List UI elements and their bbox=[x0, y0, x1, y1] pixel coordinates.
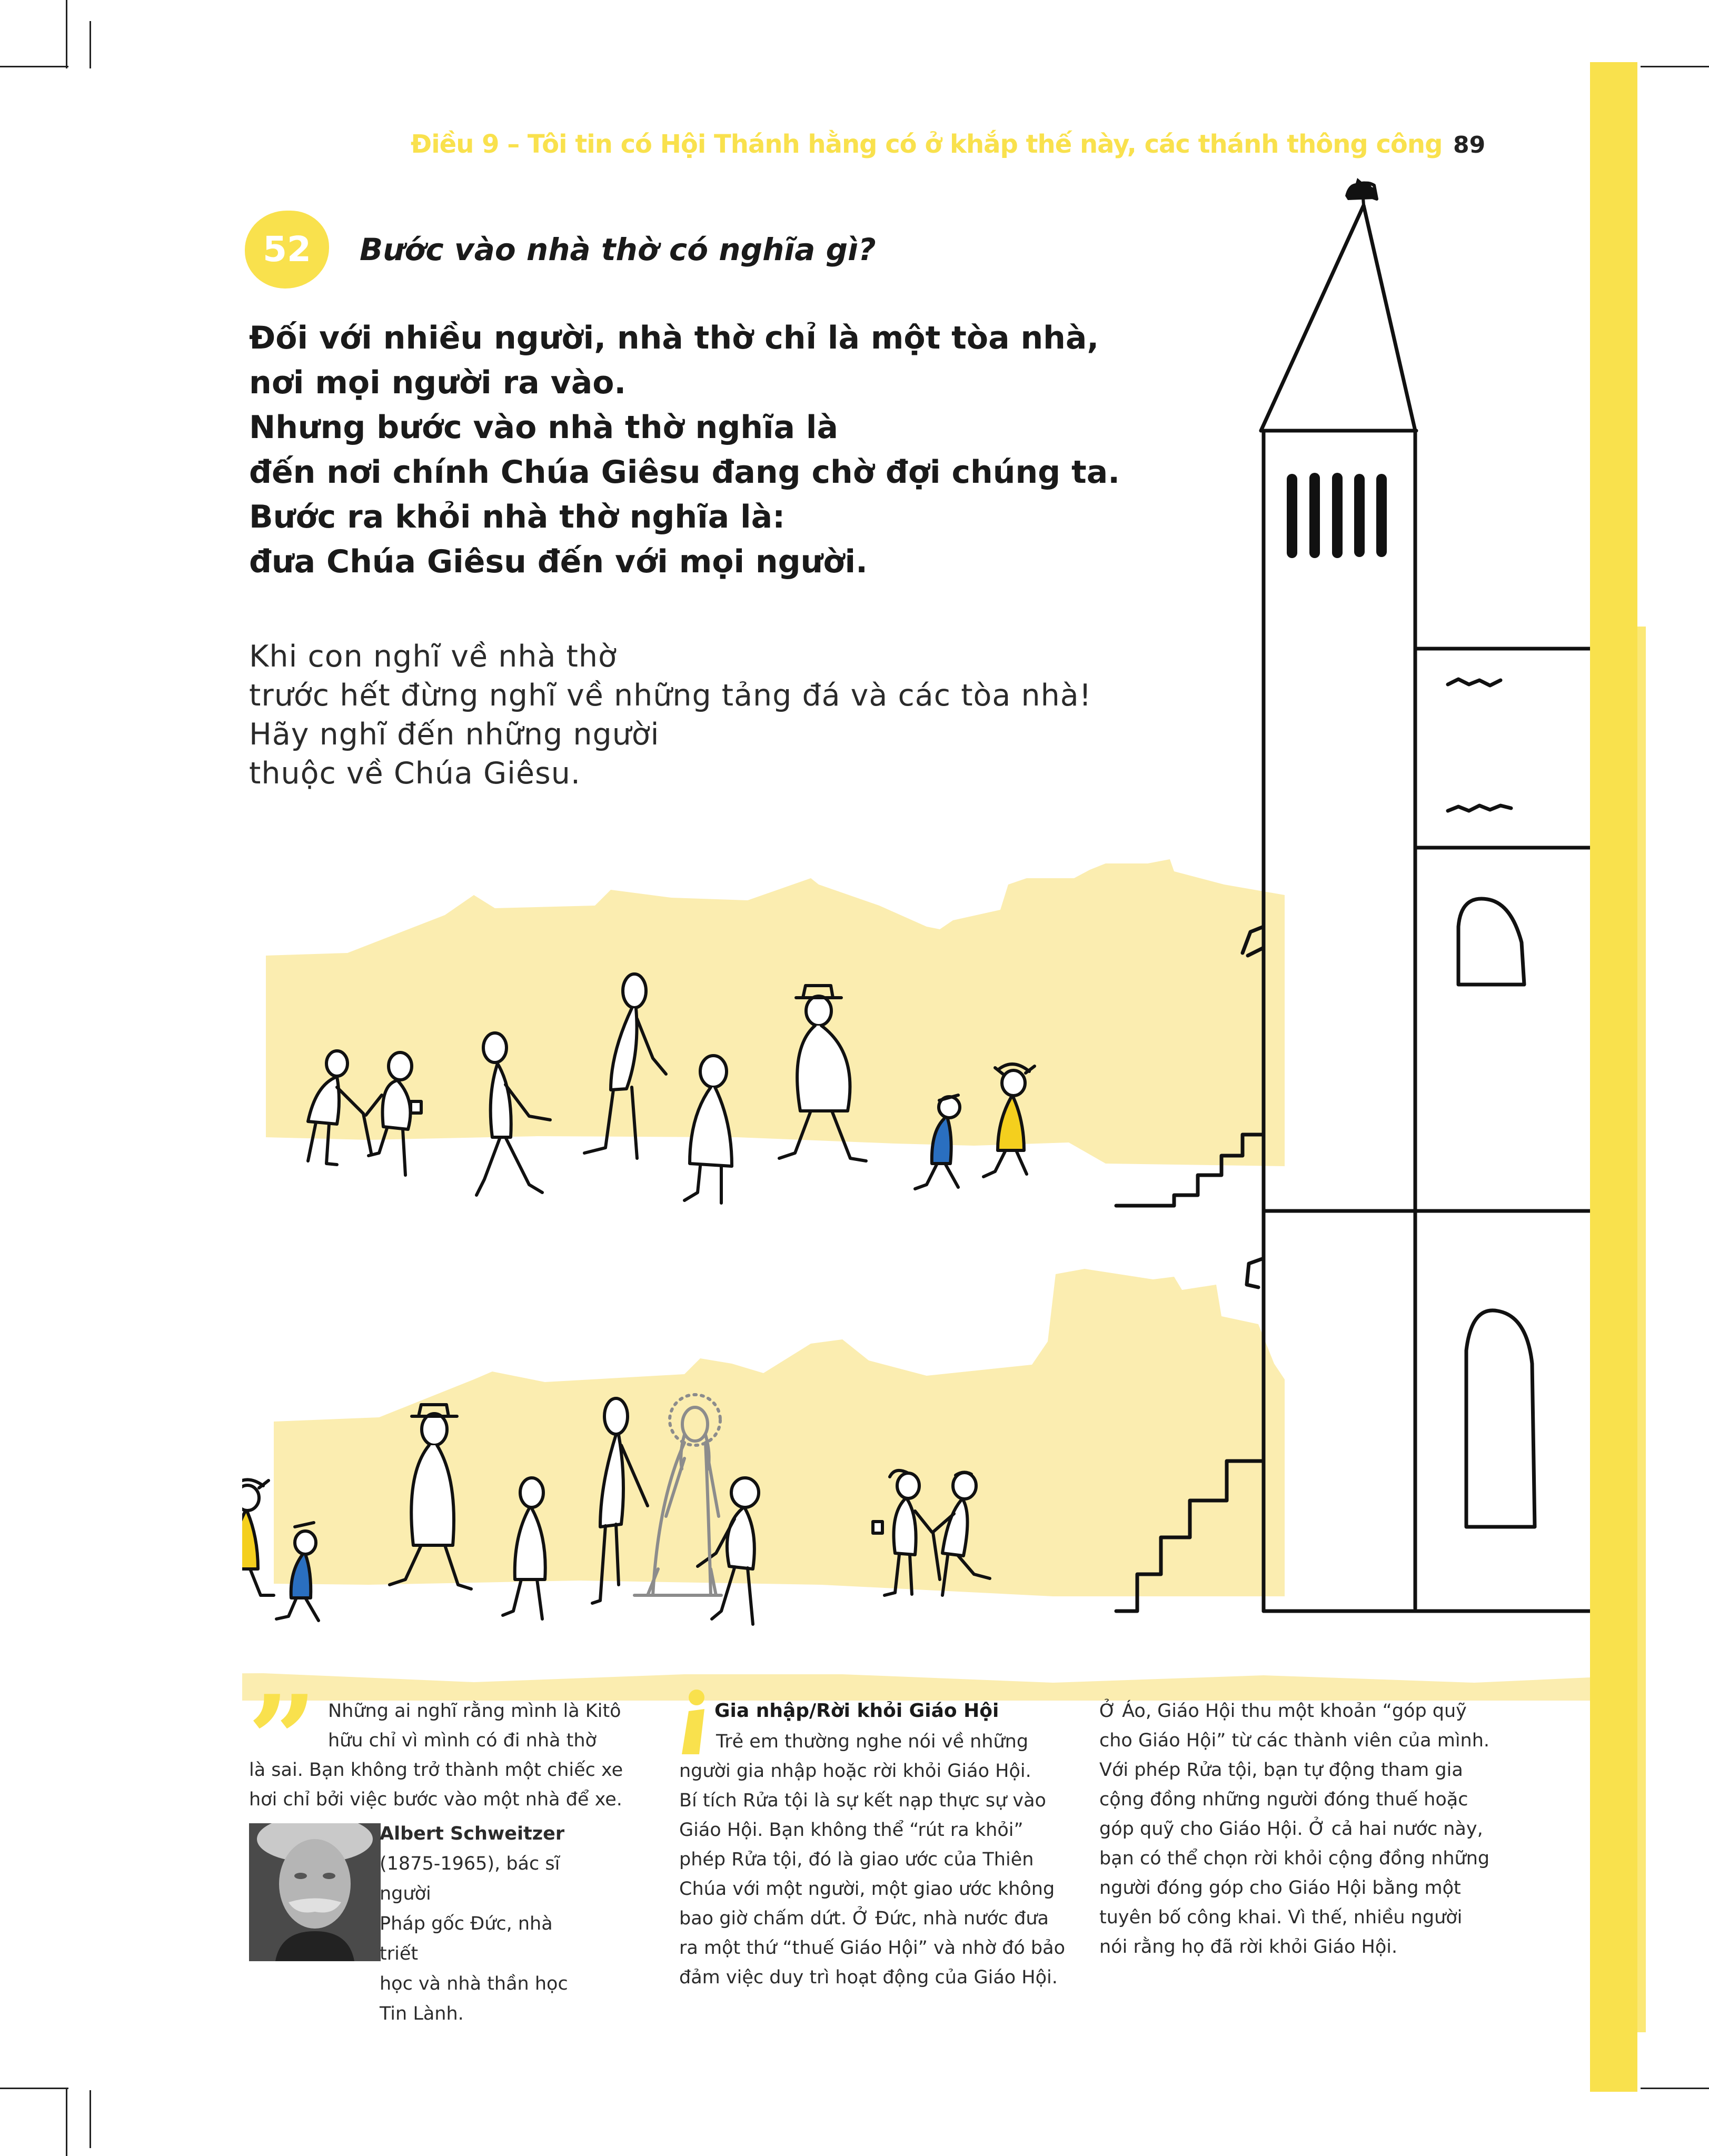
info-line: bao giờ chấm dứt. Ở Đức, nhà nước đưa bbox=[679, 1908, 1049, 1929]
crop-mark bbox=[0, 2088, 68, 2089]
info-line: Với phép Rửa tội, bạn tự động tham gia bbox=[1099, 1760, 1463, 1781]
author-portrait bbox=[249, 1823, 381, 1961]
info-line: góp quỹ cho Giáo Hội. Ở cả hai nước này, bbox=[1099, 1819, 1483, 1840]
chapter-header: Điều 9 – Tôi tin có Hội Thánh hằng có ở khắp thế này, các thánh thông công bbox=[411, 130, 1443, 159]
crop-mark bbox=[90, 21, 91, 68]
info-line: cộng đồng những người đóng thuế hoặc bbox=[1099, 1789, 1468, 1810]
info-body-left bbox=[679, 1727, 1079, 1992]
info-line: Bí tích Rửa tội là sự kết nạp thực sự vào bbox=[679, 1790, 1046, 1811]
info-line: tuyên bố công khai. Vì thế, nhiều người bbox=[1099, 1907, 1463, 1928]
author-info-line: Pháp gốc Đức, nhà triết bbox=[380, 1913, 553, 1964]
intro-normal-line: Hãy nghĩ đến những người bbox=[249, 717, 660, 752]
question-number-badge: 52 bbox=[245, 211, 329, 289]
quote-line: là sai. Bạn không trở thành một chiếc xe bbox=[249, 1760, 623, 1781]
crop-mark bbox=[90, 2090, 91, 2148]
intro-bold-line: đến nơi chính Chúa Giêsu đang chờ đợi chúng ta. bbox=[249, 454, 1120, 491]
info-line: đảm việc duy trì hoạt động của Giáo Hội. bbox=[679, 1967, 1058, 1988]
rooster-weathervane bbox=[1345, 178, 1377, 200]
author-info-line: học và nhà thần học bbox=[380, 1973, 568, 1994]
author-info-line: (1875-1965), bác sĩ người bbox=[380, 1853, 560, 1904]
intro-bold-line: Nhưng bước vào nhà thờ nghĩa là bbox=[249, 409, 838, 446]
quote-line: hơi chỉ bởi việc bước vào một nhà để xe. bbox=[249, 1789, 622, 1810]
info-line: Giáo Hội. Bạn không thể “rút ra khỏi” bbox=[679, 1820, 1024, 1841]
author-info-line: Tin Lành. bbox=[380, 2003, 464, 2024]
crop-mark bbox=[0, 66, 68, 67]
intro-bold-line: nơi mọi người ra vào. bbox=[249, 364, 627, 401]
quote-line: hữu chỉ vì mình có đi nhà thờ bbox=[328, 1730, 597, 1751]
intro-normal-line: thuộc về Chúa Giêsu. bbox=[249, 756, 581, 791]
page-number: 89 bbox=[1453, 132, 1486, 158]
info-line: Trẻ em thường nghe nói về những bbox=[716, 1731, 1029, 1752]
info-line: ra một thứ “thuế Giáo Hội” và nhờ đó bảo bbox=[679, 1938, 1065, 1959]
quote-text bbox=[249, 1696, 636, 1814]
intro-normal-line: trước hết đừng nghĩ về những tảng đá và các tòa nhà! bbox=[249, 678, 1092, 713]
yellow-side-strip-light bbox=[1637, 627, 1646, 2032]
crop-mark bbox=[66, 2088, 67, 2156]
intro-bold-line: Đối với nhiều người, nhà thờ chỉ là một tòa nhà, bbox=[249, 320, 1099, 356]
info-body-right bbox=[1099, 1696, 1499, 1962]
info-line: cho Giáo Hội” từ các thành viên của mình. bbox=[1099, 1730, 1490, 1751]
intro-normal-line: Khi con nghĩ về nhà thờ bbox=[249, 639, 617, 674]
yellow-side-strip bbox=[1590, 62, 1637, 2092]
quote-line: Những ai nghĩ rằng mình là Kitô bbox=[328, 1701, 621, 1722]
info-line: Chúa với một người, một giao ước không bbox=[679, 1879, 1055, 1900]
intro-normal-text bbox=[249, 637, 1249, 793]
intro-bold-line: đưa Chúa Giêsu đến với mọi người. bbox=[249, 543, 868, 580]
crop-mark bbox=[1641, 2088, 1709, 2089]
crop-mark bbox=[66, 0, 67, 68]
quote-mark-icon: ” bbox=[247, 1669, 317, 1811]
author-info bbox=[380, 1819, 585, 2029]
intro-bold-line: Bước ra khỏi nhà thờ nghĩa là: bbox=[249, 499, 786, 535]
info-line: nói rằng họ đã rời khỏi Giáo Hội. bbox=[1099, 1936, 1398, 1958]
author-name: Albert Schweitzer bbox=[380, 1823, 565, 1844]
info-line: người gia nhập hoặc rời khỏi Giáo Hội. bbox=[679, 1761, 1031, 1782]
town-silhouette-top bbox=[266, 859, 1285, 1166]
info-title: Gia nhập/Rời khỏi Giáo Hội bbox=[714, 1700, 999, 1722]
info-line: bạn có thể chọn rời khỏi cộng đồng những bbox=[1099, 1848, 1490, 1869]
info-line: người đóng góp cho Giáo Hội bằng một bbox=[1099, 1877, 1461, 1899]
info-line: Ở Áo, Giáo Hội thu một khoản “góp quỹ bbox=[1099, 1701, 1467, 1722]
question-title: Bước vào nhà thờ có nghĩa gì? bbox=[360, 232, 876, 267]
intro-bold-text bbox=[249, 316, 1249, 584]
crop-mark bbox=[1641, 66, 1709, 67]
info-line: phép Rửa tội, đó là giao ước của Thiên bbox=[679, 1849, 1034, 1870]
